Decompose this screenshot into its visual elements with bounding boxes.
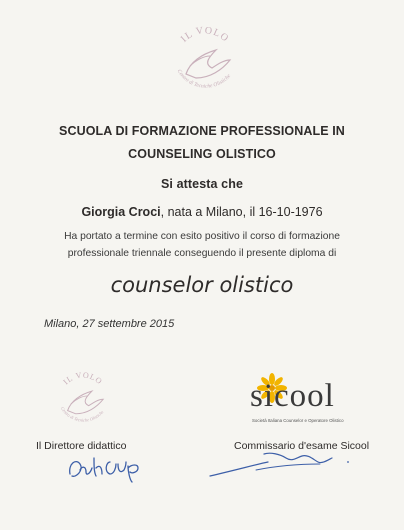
examiner-signature bbox=[196, 440, 356, 482]
place-date: Milano, 27 settembre 2015 bbox=[44, 318, 175, 330]
il-volo-logo-bottom bbox=[46, 362, 120, 430]
diploma-title: counselor olistico bbox=[110, 273, 294, 297]
body-text-line2: professionale triennale conseguendo il presente diploma di bbox=[67, 248, 337, 259]
svg-text:Centro di Tecniche Olistiche: Centro di Tecniche Olistiche bbox=[59, 405, 105, 423]
sicool-logo-text: sicool bbox=[250, 378, 335, 414]
director-signature bbox=[66, 450, 148, 484]
dove-logo-icon bbox=[160, 14, 250, 98]
dove-logo-icon bbox=[46, 362, 120, 430]
attestation-line: Si attesta che bbox=[161, 177, 243, 191]
body-text-line1: Ha portato a termine con esito positivo il corso di formazione bbox=[64, 231, 340, 242]
svg-text:IL VOLO: IL VOLO bbox=[61, 370, 105, 387]
recipient-line bbox=[0, 205, 404, 219]
sicool-subtitle: Società Italiana Counselor e Operatore Olistico bbox=[252, 418, 344, 423]
recipient-name: Giorgia Croci bbox=[81, 205, 161, 219]
examiner-role-label: Commissario d'esame Sicool bbox=[234, 440, 370, 452]
school-heading-line2: COUNSELING OLISTICO bbox=[128, 147, 276, 161]
recipient-details: , nata a Milano, il 16-10-1976 bbox=[160, 205, 323, 219]
svg-text:Centro di Tecniche Olistiche: Centro di Tecniche Olistiche bbox=[175, 68, 233, 90]
svg-text:IL VOLO: IL VOLO bbox=[178, 25, 231, 45]
school-heading-line1: SCUOLA DI FORMAZIONE PROFESSIONALE IN bbox=[59, 124, 345, 138]
director-role-label: Il Direttore didattico bbox=[36, 440, 127, 452]
il-volo-logo-top bbox=[160, 14, 250, 98]
